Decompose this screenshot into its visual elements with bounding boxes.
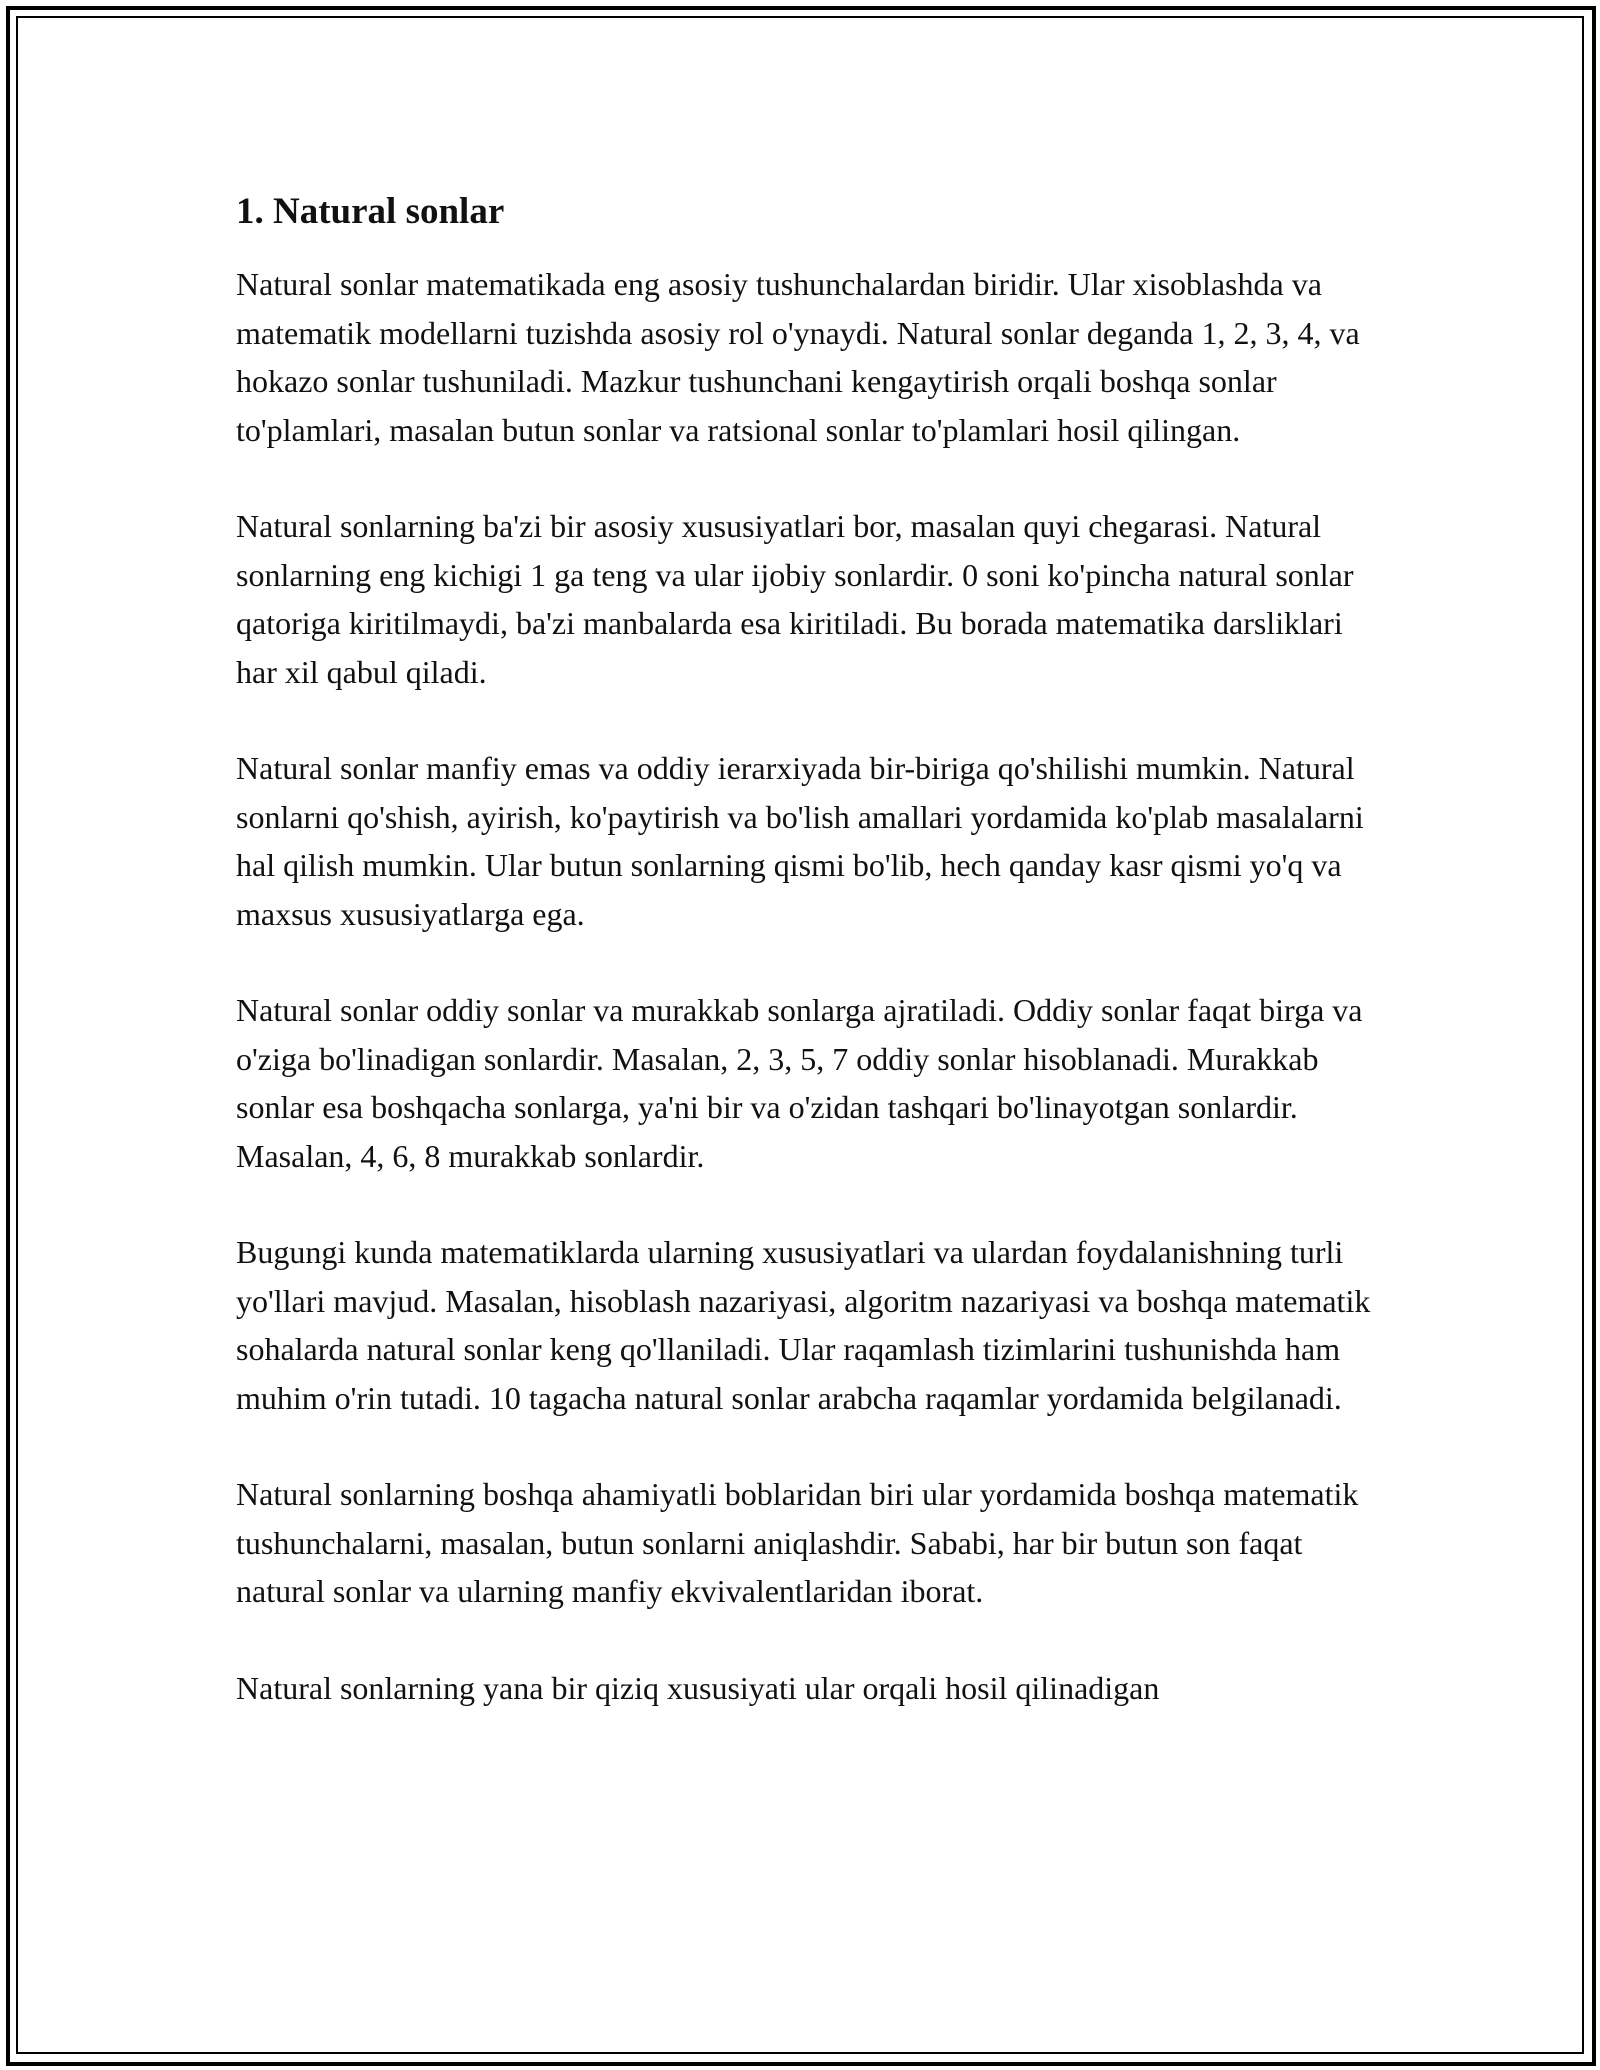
section-heading: 1. Natural sonlar — [236, 191, 505, 232]
paragraph-3: Natural sonlar manfiy emas va oddiy ierarxiyada bir-biriga qo'shilishi mumkin. Natural sonlarni qo'shish, ayirish, ko'paytirish va bo'lish amallari yordamida ko'plab masalalarni hal qilish mumkin. Ular butun sonlarning qismi bo'lib, hech qanday kasr qismi yo'q va maxsus xususiyatlarga ega. — [236, 750, 1364, 932]
paragraph-1: Natural sonlar matematikada eng asosiy tushunchalardan biridir. Ular xisoblashda va matematik modellarni tuzishda asosiy rol o'ynaydi. Natural sonlar deganda 1, 2, 3, 4, va hokazo sonlar tushuniladi. Mazkur tushunchani kengaytirish orqali boshqa sonlar to'plamlari, masalan butun sonlar va ratsional sonlar to'plamlari hosil qilingan. — [236, 266, 1360, 448]
paragraph-5: Bugungi kunda matematiklarda ularning xususiyatlari va ulardan foydalanishning turli yo'llari mavjud. Masalan, hisoblash nazariyasi, algoritm nazariyasi va boshqa matematik sohalarda natural sonlar keng qo'llaniladi. Ular raqamlash tizimlarini tushunishda ham muhim o'rin tutadi. 10 tagacha natural sonlar arabcha raqamlar yordamida belgilanadi. — [236, 1234, 1371, 1416]
document-body — [236, 186, 1376, 1760]
paragraph-7: Natural sonlarning yana bir qiziq xususiyati ular orqali hosil qilinadigan — [236, 1669, 1160, 1706]
paragraph-2: Natural sonlarning ba'zi bir asosiy xususiyatlari bor, masalan quyi chegarasi. Natural sonlarning eng kichigi 1 ga teng va ular ijobiy sonlardir. 0 soni ko'pincha natural sonlar qatoriga kiritilmaydi, ba'zi manbalarda esa kiritiladi. Bu borada matematika darsliklari har xil qabul qiladi. — [236, 508, 1354, 690]
paragraph-4: Natural sonlar oddiy sonlar va murakkab sonlarga ajratiladi. Oddiy sonlar faqat birga va o'ziga bo'linadigan sonlardir. Masalan, 2, 3, 5, 7 oddiy sonlar hisoblanadi. Murakkab sonlar esa boshqacha sonlarga, ya'ni bir va o'zidan tashqari bo'linayotgan sonlardir. Masalan, 4, 6, 8 murakkab sonlardir. — [236, 992, 1363, 1174]
paragraph-6: Natural sonlarning boshqa ahamiyatli boblaridan biri ular yordamida boshqa matematik tushunchalarni, masalan, butun sonlarni aniqlashdir. Sababi, har bir butun son faqat natural sonlar va ularning manfiy ekvivalentlaridan iborat. — [236, 1476, 1359, 1609]
